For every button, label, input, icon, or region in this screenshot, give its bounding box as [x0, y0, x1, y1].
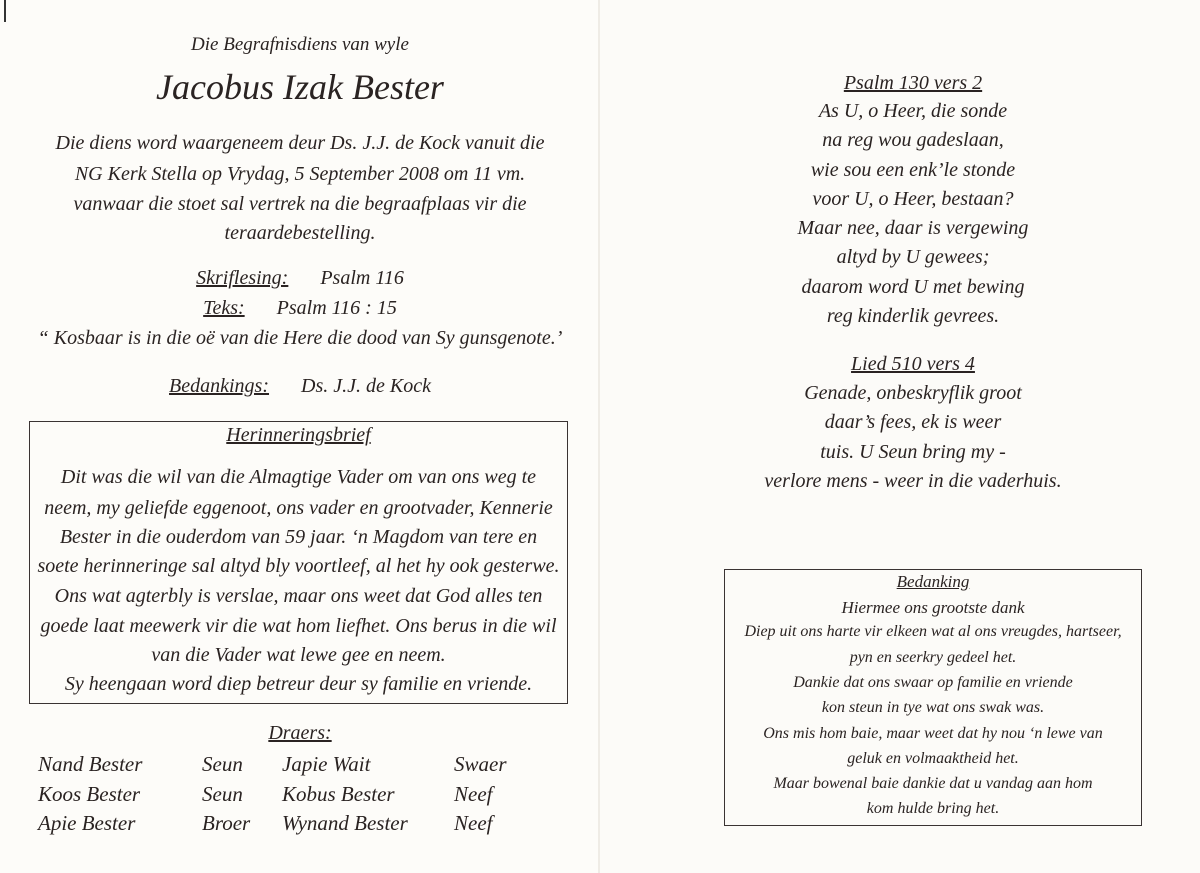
- bearer-name: Nand Bester: [38, 752, 143, 776]
- memory-line: Sy heengaan word diep betreur deur sy familie en vriende.: [64, 673, 533, 695]
- memory-line: van die Vader wat lewe gee en neem.: [151, 644, 446, 666]
- gratitude-line: kon steun in tye wat ons swak was.: [821, 699, 1045, 716]
- psalm-line: wie sou een enk’le stonde: [810, 159, 1016, 181]
- service-line: Die diens word waargeneem deur Ds. J.J. de Kock vanuit die: [55, 132, 545, 154]
- bearer-name: Wynand Bester: [282, 811, 408, 835]
- text-label: Teks:: [203, 297, 245, 319]
- bearers-title: Draers:: [268, 722, 332, 744]
- hymn-line: daar’s fees, ek is weer: [824, 411, 1002, 433]
- psalm-line: reg kinderlik gevrees.: [826, 305, 1000, 327]
- bearer-relation: Broer: [202, 811, 251, 835]
- psalm-line: altyd by U gewees;: [836, 246, 990, 268]
- bearer-name: Japie Wait: [282, 752, 371, 776]
- memory-title: Herinneringsbrief: [226, 424, 371, 446]
- hymn-line: Genade, onbeskryflik groot: [804, 382, 1022, 404]
- reading-value: Psalm 116: [320, 267, 404, 289]
- thanks-value: Ds. J.J. de Kock: [301, 375, 431, 397]
- text-value: Psalm 116 : 15: [276, 297, 397, 319]
- deceased-name: Jacobus Izak Bester: [156, 67, 444, 107]
- gratitude-line: Diep uit ons harte vir elkeen wat al ons vreugdes, hartseer,: [744, 623, 1122, 640]
- memory-line: Bester in die ouderdom van 59 jaar. ‘n Magdom van tere en: [59, 526, 538, 548]
- hymn-title: Lied 510 vers 4: [851, 353, 975, 375]
- bearer-name: Koos Bester: [38, 782, 141, 806]
- bearer-name: Kobus Bester: [282, 782, 395, 806]
- memory-box: [29, 421, 568, 704]
- gratitude-line: geluk en volmaaktheid het.: [847, 750, 1019, 767]
- hymn-line: tuis. U Seun bring my -: [820, 441, 1006, 463]
- psalm-line: voor U, o Heer, bestaan?: [812, 188, 1014, 210]
- psalm-line: Maar nee, daar is vergewing: [797, 217, 1029, 239]
- gratitude-line: Hiermee ons grootste dank: [841, 598, 1025, 617]
- memory-line: soete herinneringe sal altyd bly voortleef, al het hy ook gesterwe.: [37, 555, 560, 577]
- memory-line: neem, my geliefde eggenoot, ons vader en grootvader, Kennerie: [44, 497, 553, 519]
- psalm-title: Psalm 130 vers 2: [843, 72, 983, 94]
- gratitude-line: kom hulde bring het.: [866, 800, 1000, 817]
- memory-line: Ons wat agterbly is verslae, maar ons weet dat God alles ten: [54, 585, 543, 607]
- service-line: vanwaar die stoet sal vertrek na die begraafplaas vir die: [73, 193, 527, 215]
- psalm-line: As U, o Heer, die sonde: [818, 100, 1008, 122]
- bearer-relation: Seun: [202, 752, 243, 776]
- gratitude-line: Maar bowenal baie dankie dat u vandag aan hom: [773, 775, 1093, 792]
- gratitude-title: Bedanking: [896, 572, 970, 591]
- right-page: [600, 0, 1200, 873]
- gratitude-line: Ons mis hom baie, maar weet dat hy nou ‘n lewe van: [763, 725, 1103, 742]
- psalm-line: na reg wou gadeslaan,: [822, 129, 1004, 151]
- thanks-row: [0, 375, 600, 398]
- hymn-line: verlore mens - weer in die vaderhuis.: [764, 470, 1062, 492]
- psalm-line: daarom word U met bewing: [801, 276, 1025, 298]
- service-line: teraardebestelling.: [224, 222, 376, 244]
- bearer-relation: Swaer: [454, 752, 507, 776]
- memory-line: Dit was die wil van die Almagtige Vader om van ons weg te: [60, 466, 537, 488]
- gratitude-line: Dankie dat ons swaar op familie en vriende: [793, 674, 1073, 691]
- quote: “ Kosbaar is in die oë van die Here die dood van Sy gunsgenote.’: [37, 327, 563, 349]
- bearer-name: Apie Bester: [38, 811, 136, 835]
- bearer-relation: Seun: [202, 782, 243, 806]
- bearer-relation: Neef: [454, 782, 493, 806]
- intro-text: Die Begrafnisdiens van wyle: [191, 34, 409, 55]
- service-line: NG Kerk Stella op Vrydag, 5 September 2008 om 11 vm.: [74, 163, 526, 185]
- bearer-relation: Neef: [454, 811, 493, 835]
- reading-row: [0, 267, 600, 290]
- gratitude-box: [724, 569, 1142, 826]
- reading-label: Skriflesing:: [196, 267, 289, 289]
- thanks-label: Bedankings:: [169, 375, 270, 397]
- gratitude-line: pyn en seerkry gedeel het.: [849, 649, 1017, 666]
- memory-line: goede laat meewerk vir die wat hom liefhet. Ons berus in die wil: [40, 615, 557, 637]
- text-row: [0, 297, 600, 320]
